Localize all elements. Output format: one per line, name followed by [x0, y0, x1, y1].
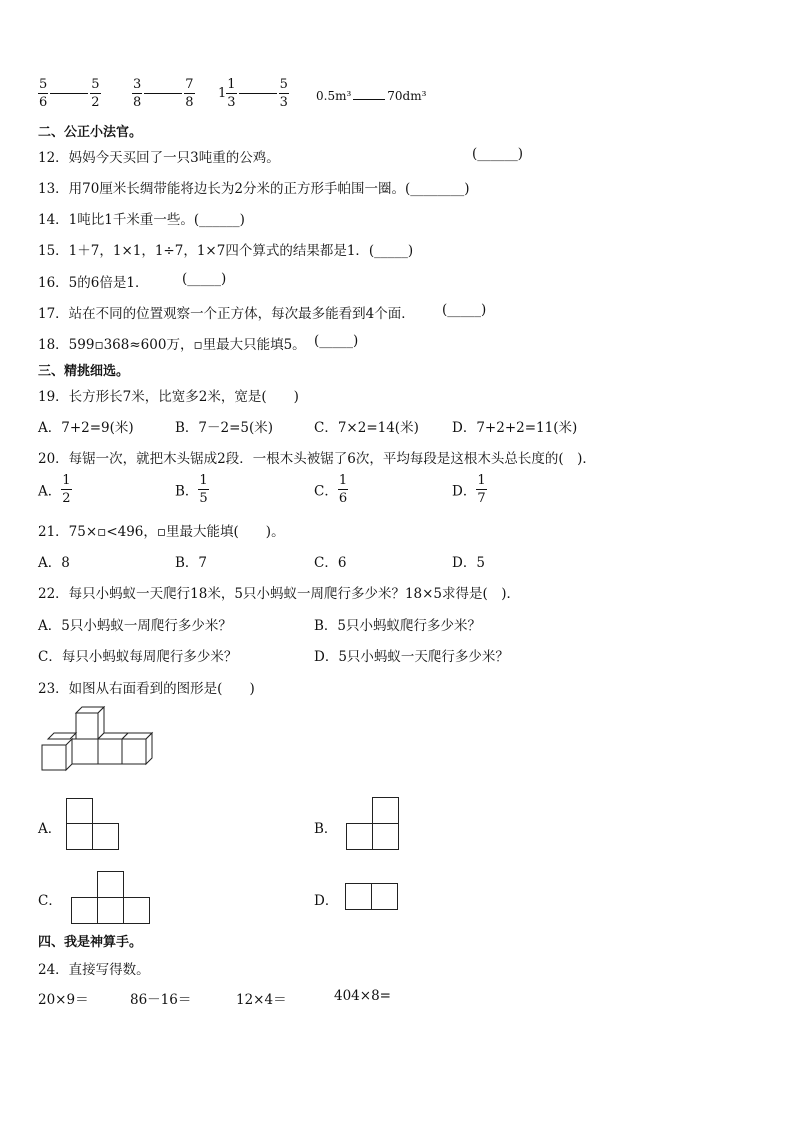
compare-item-4: [316, 89, 426, 103]
question-20: 20．每锯一次，就把木头锯成2段．一根木头被锯了6次，平均每段是这根木头总长度的( )．: [38, 451, 596, 467]
option-a[interactable]: A．5只小蚂蚁一周爬行多少米？: [38, 618, 232, 634]
option-a[interactable]: A．8: [38, 555, 70, 571]
option-c[interactable]: C．6: [314, 555, 347, 571]
fraction: $\frac{5}{2}$: [91, 77, 100, 110]
option-c[interactable]: C．: [38, 893, 62, 909]
option-d[interactable]: D．5只小蚂蚁一天爬行多少米？: [314, 649, 509, 665]
option-a[interactable]: A． $\frac{1}{2}$: [38, 473, 71, 506]
compare-item-2: [132, 78, 195, 109]
option-b-figure[interactable]: [346, 797, 400, 850]
option-d-figure[interactable]: [345, 883, 399, 910]
question-24: 24．直接写得数。: [38, 962, 150, 978]
option-c[interactable]: C． $\frac{1}{6}$: [314, 473, 348, 506]
question-15: 15．1＋7，1×1，1÷7，1×7四个算式的结果都是1．(_____): [38, 243, 414, 259]
calc-item: 404×8=: [334, 988, 391, 1004]
mixed-whole: 1: [218, 86, 227, 101]
compare-item-1: [38, 78, 101, 109]
option-c-figure[interactable]: [71, 871, 151, 924]
answer-paren[interactable]: (______): [472, 146, 524, 162]
calc-item: 12×4＝: [236, 992, 287, 1008]
option-a[interactable]: A．: [38, 821, 62, 837]
section-title: 三、精挑细选。: [38, 364, 130, 379]
question-18: 18．599▫368≈600万，▫里最大只能填5。: [38, 337, 306, 353]
question-14: 14．1吨比1千米重一些。(______): [38, 212, 245, 228]
answer-paren[interactable]: (_____): [182, 271, 227, 287]
answer-blank[interactable]: [50, 93, 88, 94]
answer-blank[interactable]: [144, 93, 182, 94]
question-17: 17．站在不同的位置观察一个正方体，每次最多能看到4个面．: [38, 306, 415, 322]
fraction: $\frac{7}{8}$: [185, 77, 194, 110]
option-d[interactable]: D．: [314, 893, 339, 909]
option-d[interactable]: D． $\frac{1}{7}$: [452, 473, 486, 506]
question-23: 23．如图从右面看到的图形是( ): [38, 681, 255, 697]
option-a-figure[interactable]: [66, 798, 120, 850]
fraction: $\frac{5}{6}$: [39, 77, 48, 110]
section-title: 二、公正小法官。: [38, 125, 143, 140]
question-16: 16．5的6倍是1．: [38, 275, 149, 291]
question-22: 22．每只小蚂蚁一天爬行18米，5只小蚂蚁一周爬行多少米？18×5求得是( )．: [38, 586, 521, 602]
option-b[interactable]: B． $\frac{1}{5}$: [175, 473, 208, 506]
option-b[interactable]: B．7－2=5(米): [175, 420, 274, 436]
answer-blank[interactable]: [239, 93, 277, 94]
question-19: 19．长方形长7米，比宽多2米，宽是( ): [38, 389, 299, 405]
fraction: $\frac{5}{3}$: [279, 77, 288, 110]
compare-item-3: [218, 78, 289, 109]
option-a[interactable]: A．7+2=9(米): [38, 420, 134, 436]
option-b[interactable]: B．: [314, 821, 338, 837]
answer-blank[interactable]: [353, 99, 385, 100]
question-13: 13．用70厘米长绸带能将边长为2分米的正方形手帕围一圈。(________): [38, 181, 470, 197]
question-21: 21．75×▫<496，▫里最大能填( )。: [38, 524, 285, 540]
option-c[interactable]: C．7×2=14(米): [314, 420, 419, 436]
fraction: $\frac{3}{8}$: [133, 77, 142, 110]
fraction: $\frac{1}{3}$: [227, 77, 236, 110]
cube-figure: [40, 706, 156, 772]
answer-paren[interactable]: (_____): [314, 333, 359, 349]
calc-item: 86－16＝: [130, 992, 192, 1008]
calc-item: 20×9＝: [38, 992, 89, 1008]
answer-paren[interactable]: (_____): [442, 302, 487, 318]
volume-right: 70dm³: [387, 89, 427, 103]
option-c[interactable]: C．每只小蚂蚁每周爬行多少米？: [38, 649, 238, 665]
option-d[interactable]: D．7+2+2=11(米): [452, 420, 578, 436]
option-d[interactable]: D．5: [452, 555, 485, 571]
option-b[interactable]: B．7: [175, 555, 208, 571]
section-title: 四、我是神算手。: [38, 935, 143, 950]
volume-left: 0.5m³: [316, 89, 352, 103]
question-12: 12．妈妈今天买回了一只3吨重的公鸡。: [38, 150, 280, 166]
option-b[interactable]: B．5只小蚂蚁爬行多少米？: [314, 618, 482, 634]
